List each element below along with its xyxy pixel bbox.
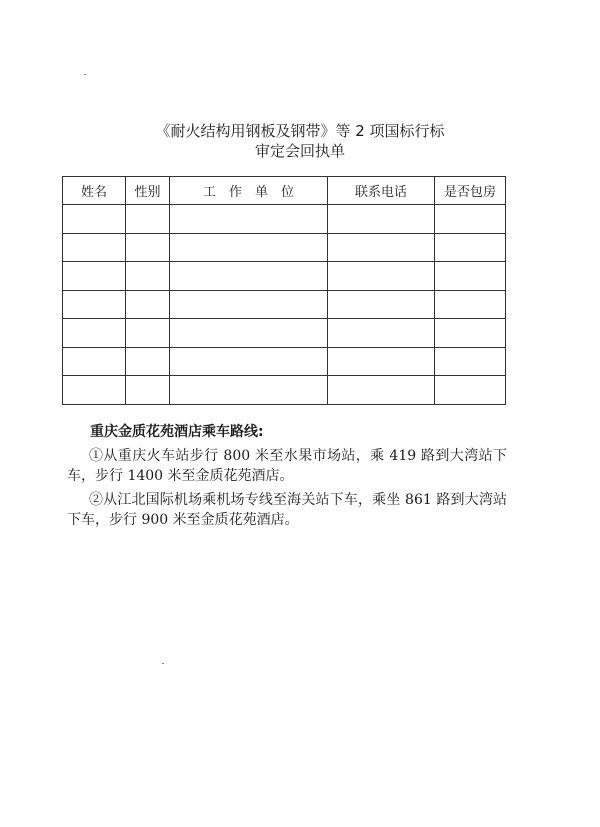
document-title-line-1: 《耐火结构用钢板及钢带》等 2 项国标行标 — [155, 122, 445, 140]
table-row — [63, 347, 506, 376]
table-cell — [63, 319, 126, 348]
route-heading: 重庆金质花苑酒店乘车路线: — [90, 424, 264, 440]
header-room-booking: 是否包房 — [435, 177, 506, 205]
route-item-text: ②从江北国际机场乘机场专线至海关站下车，乘坐 861 路到大湾站下车，步行 900 米至金质花苑酒店。 — [67, 492, 507, 528]
table-cell — [126, 376, 170, 405]
table-cell — [328, 376, 435, 405]
table-body — [63, 205, 506, 405]
table-cell — [435, 205, 506, 234]
table-cell — [170, 205, 328, 234]
table-row — [63, 290, 506, 319]
table-cell — [126, 233, 170, 262]
table-header-row — [63, 177, 506, 205]
table-cell — [126, 319, 170, 348]
header-gender: 性别 — [126, 177, 170, 205]
table-cell — [63, 233, 126, 262]
table-cell — [126, 290, 170, 319]
table-cell — [328, 205, 435, 234]
table-row — [63, 376, 506, 405]
table-cell — [126, 347, 170, 376]
scan-speck — [84, 74, 86, 75]
table-cell — [435, 233, 506, 262]
route-item-2 — [67, 490, 507, 530]
table-cell — [170, 233, 328, 262]
header-work-unit: 工 作 单 位 — [170, 177, 328, 205]
table-row — [63, 319, 506, 348]
route-item-1 — [67, 446, 507, 486]
route-item-text: ①从重庆火车站步行 800 米至水果市场站，乘 419 路到大湾站下车，步行 1400 米至金质花苑酒店。 — [67, 448, 507, 484]
table-cell — [63, 290, 126, 319]
table-cell — [170, 290, 328, 319]
table-cell — [170, 262, 328, 291]
table-cell — [63, 262, 126, 291]
table-cell — [170, 347, 328, 376]
table-cell — [328, 290, 435, 319]
table-row — [63, 205, 506, 234]
table-cell — [328, 262, 435, 291]
table-cell — [126, 262, 170, 291]
table-cell — [328, 347, 435, 376]
table-row — [63, 233, 506, 262]
table-row — [63, 262, 506, 291]
table-cell — [63, 376, 126, 405]
scan-speck — [162, 663, 164, 664]
table-cell — [435, 347, 506, 376]
table-cell — [435, 290, 506, 319]
table-cell — [328, 233, 435, 262]
table-cell — [328, 319, 435, 348]
receipt-table — [62, 176, 506, 405]
table-cell — [435, 319, 506, 348]
header-name: 姓名 — [63, 177, 126, 205]
table-cell — [63, 347, 126, 376]
document-title-line-2: 审定会回执单 — [254, 142, 345, 160]
table-cell — [435, 376, 506, 405]
table-cell — [435, 262, 506, 291]
header-phone: 联系电话 — [328, 177, 435, 205]
table-cell — [170, 319, 328, 348]
table-cell — [170, 376, 328, 405]
table-cell — [126, 205, 170, 234]
table-cell — [63, 205, 126, 234]
